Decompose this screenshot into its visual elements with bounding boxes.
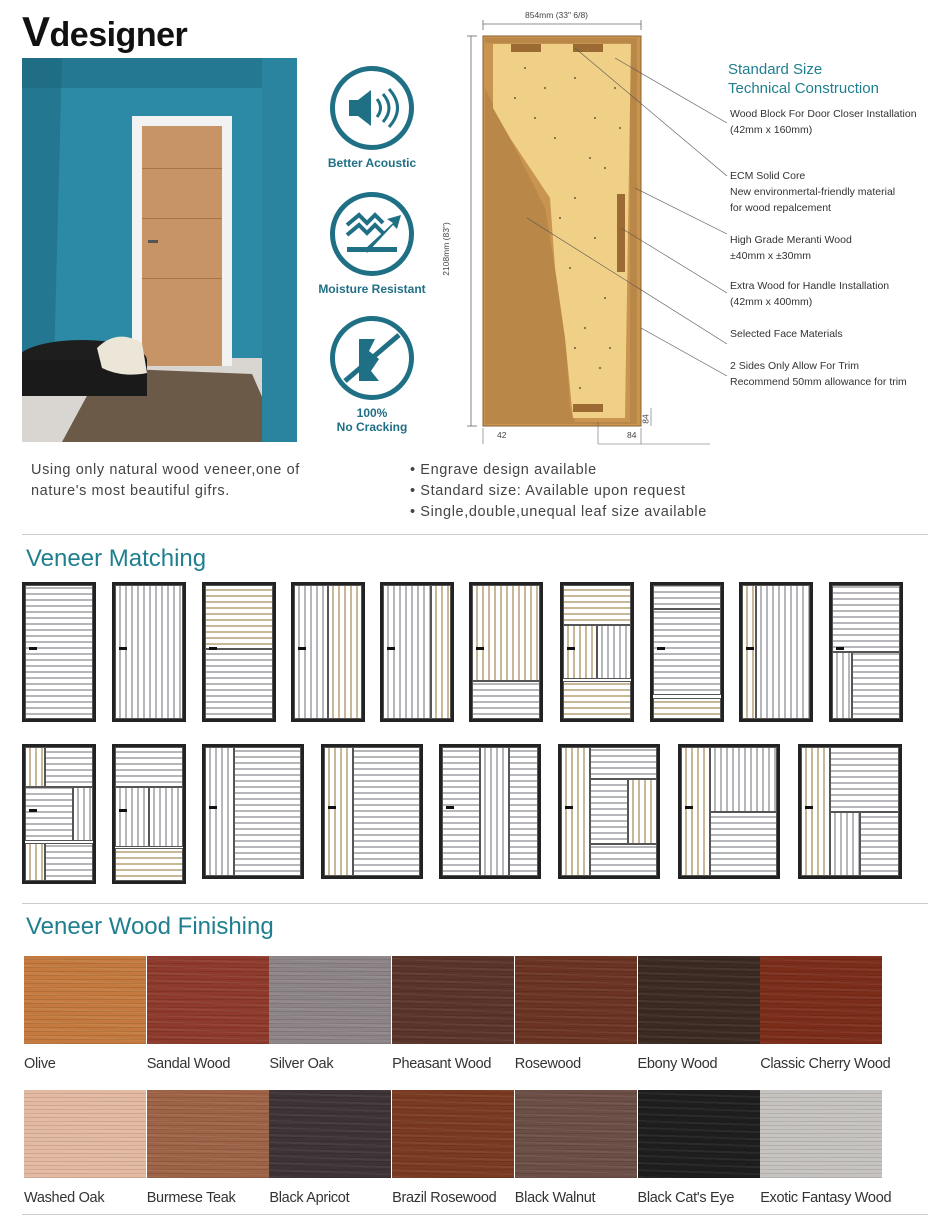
door-handle [209,806,217,809]
veneer-panel [563,625,597,679]
veneer-panel [45,747,93,787]
finish-swatch [392,1090,514,1178]
finish-swatch [638,1090,760,1178]
veneer-panel [509,747,538,876]
door-handle [29,809,37,812]
finish-label: Pheasant Wood [392,1056,492,1072]
divider [22,534,928,535]
finish-swatch [147,956,269,1044]
bullet-item: • Standard size: Available upon request [410,483,686,499]
feature-no-cracking [307,316,437,434]
finish-label: Black Apricot [269,1190,350,1206]
veneer-pattern-door [650,582,724,722]
door-handle [209,647,217,650]
finish-swatch [760,1090,882,1178]
finish-label: Rosewood [514,1056,581,1072]
finish-swatch [24,956,146,1044]
finish-label: Sandal Wood [146,1056,231,1072]
veneer-panel [324,747,353,876]
finish-swatch [269,1090,391,1178]
veneer-pattern-door [112,744,186,884]
feature-bullets [410,460,707,523]
veneer-panel [205,585,273,649]
finish-swatch [269,956,391,1044]
door-handle [567,647,575,650]
veneer-pattern-door [678,744,780,879]
veneer-panel [234,747,301,876]
feature-label: Moisture Resistant [318,282,426,296]
veneer-panel [472,585,540,681]
door-handle [476,647,484,650]
moisture-icon [330,192,414,276]
veneer-pattern-door [469,582,543,722]
veneer-pattern-door [22,744,96,884]
finish-swatch [515,1090,637,1178]
veneer-panel [294,585,328,719]
finish-label: Brazil Rosewood [392,1190,497,1206]
no-crack-icon [330,316,414,400]
finish-label: Burmese Teak [146,1190,236,1206]
width-dimension: 854mm (33" 6/8) [525,10,589,20]
veneer-matching-gallery [0,578,952,890]
construction-title: Standard Size Technical Construction [728,61,879,97]
door-handle [746,647,754,650]
bullet-item: • Engrave design available [410,462,597,478]
veneer-panel [383,585,431,719]
finish-label: Ebony Wood [637,1056,718,1072]
veneer-panel [628,779,657,844]
description-left: Using only natural wood veneer,one of nature's most beautiful gifrs. [31,462,300,499]
door-handle [298,647,306,650]
finish-swatch [24,1090,146,1178]
veneer-panel [653,609,721,695]
veneer-finishing-title: Veneer Wood Finishing [26,913,274,940]
door-handle [446,806,454,809]
veneer-panel [653,585,721,609]
veneer-panel [115,747,183,787]
veneer-pattern-door [829,582,903,722]
door-handle [565,806,573,809]
veneer-panel [590,779,628,844]
veneer-panel [756,585,810,719]
door-handle [805,806,813,809]
annotation-core: ECM Solid Core New environmertal-friendly material for wood repalcement [730,170,896,214]
veneer-panel [590,747,657,779]
veneer-pattern-door [291,582,365,722]
veneer-pattern-door [321,744,423,879]
veneer-panel [205,747,234,876]
veneer-panel [830,747,899,812]
veneer-pattern-door [112,582,186,722]
veneer-panel [25,787,73,841]
veneer-panel [328,585,362,719]
feature-better-acoustic [307,66,437,170]
finish-label: Exotic Fantasy Wood [760,1190,892,1206]
finish-swatch [147,1090,269,1178]
annotation-face: Selected Face Materials [730,328,843,340]
finish-label: Black Walnut [514,1190,596,1206]
veneer-panel [860,812,899,877]
veneer-panel [73,787,93,841]
veneer-panel [472,681,540,719]
annotation-closer-block: Wood Block For Door Closer Installation (42mm x 160mm) [730,108,917,136]
finish-label: Classic Cherry Wood [760,1056,891,1072]
veneer-panel [205,649,273,719]
veneer-panel [25,585,93,719]
finish-label: Olive [24,1056,56,1072]
veneer-panel [742,585,756,719]
veneer-pattern-door [202,582,276,722]
veneer-panel [710,747,777,812]
veneer-matching-title: Veneer Matching [26,545,207,572]
veneer-pattern-door [439,744,541,879]
door-handle [836,647,844,650]
veneer-panel [563,681,631,719]
veneer-panel [681,747,710,876]
speaker-icon [330,66,414,150]
finish-label: Washed Oak [24,1190,105,1206]
veneer-pattern-door [380,582,454,722]
veneer-panel [832,585,900,652]
door-handle [119,647,127,650]
veneer-panel [115,585,183,719]
veneer-pattern-door [739,582,813,722]
brand-logo: Vdesigner [22,8,188,55]
bullet-item: • Single,double,unequal leaf size available [410,504,707,520]
finish-swatch [515,956,637,1044]
dim-84-side: 84 [640,414,651,424]
door-handle [387,647,395,650]
veneer-panel [653,698,721,719]
veneer-pattern-door [798,744,902,879]
veneer-panel [830,812,859,877]
door-handle [685,806,693,809]
feature-label: Better Acoustic [327,156,417,170]
veneer-panel [832,652,852,719]
veneer-panel [590,844,657,876]
veneer-panel [852,652,900,719]
veneer-panel [25,843,45,881]
veneer-pattern-door [22,582,96,722]
annotation-meranti: High Grade Meranti Wood ±40mm x ±30mm [730,234,852,262]
finish-label: Black Cat's Eye [637,1190,735,1206]
veneer-panel [45,843,93,881]
feature-moisture-resistant [307,192,437,296]
divider [22,903,928,904]
veneer-panel [710,812,777,877]
finish-swatch [760,956,882,1044]
veneer-panel [480,747,509,876]
height-dimension: 2108mm (83") [440,222,451,276]
finish-label: Silver Oak [269,1056,334,1072]
room-photo [22,58,297,442]
annotation-handle-block: Extra Wood for Handle Installation (42mm x 400mm) [730,280,890,308]
dim-84-bottom: 84 [627,430,637,440]
veneer-panel [561,747,590,876]
veneer-pattern-door [202,744,304,879]
dim-42: 42 [497,430,507,440]
veneer-panel [149,787,183,847]
door-handle [328,806,336,809]
finish-swatch [392,956,514,1044]
veneer-panel [801,747,830,876]
veneer-pattern-door [558,744,660,879]
feature-label: 100% No Cracking [336,406,408,434]
veneer-panel [353,747,420,876]
veneer-panel [597,625,631,679]
finish-swatch [638,956,760,1044]
veneer-panel [431,585,451,719]
veneer-panel [563,585,631,625]
door-construction-diagram [440,8,730,448]
veneer-pattern-door [560,582,634,722]
veneer-panel [115,848,183,882]
veneer-panel [115,787,149,847]
door-handle [657,647,665,650]
veneer-finish-swatches [0,950,952,1220]
veneer-panel [25,747,45,787]
annotation-trim: 2 Sides Only Allow For Trim Recommend 50mm allowance for trim [730,360,907,388]
veneer-panel [442,747,480,876]
door-handle [119,809,127,812]
door-handle [29,647,37,650]
divider [22,1214,928,1215]
